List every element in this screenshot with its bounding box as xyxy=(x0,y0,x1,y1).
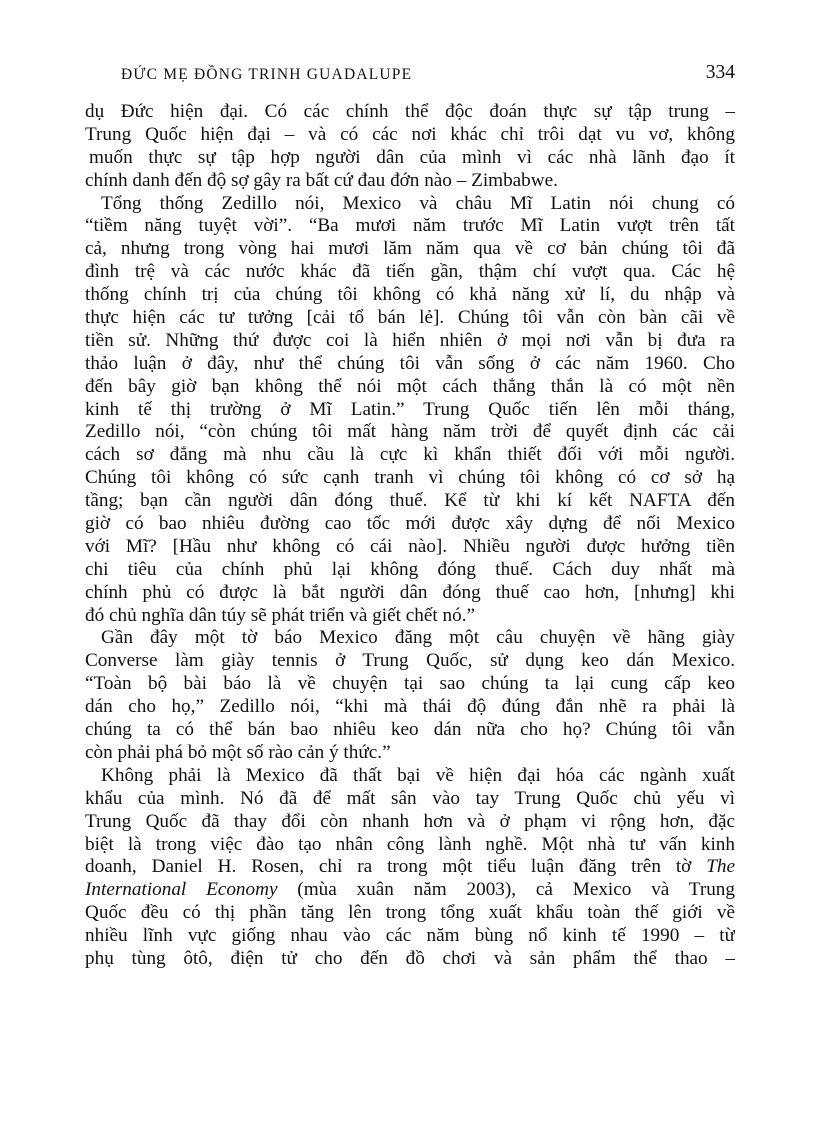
text-line: Converse làm giày tennis ở Trung Quốc, sử dụng keo dán Mexico. xyxy=(85,650,735,672)
text-line: cả, nhưng trong vòng hai mươi lăm năm qua về cơ bản chúng tôi đã xyxy=(85,238,735,260)
text-line: Không phải là Mexico đã thất bại về hiện đại hóa các ngành xuất xyxy=(101,764,735,786)
text-line: dụ Đức hiện đại. Có các chính thể độc đoán thực sự tập trung – xyxy=(85,101,735,122)
text-line: chúng ta có thể bán bao nhiêu keo dán nữa cho họ? Chúng tôi vẫn xyxy=(85,719,735,741)
text-line: “Toàn bộ bài báo là về chuyện tại sao chúng ta lại cung cấp keo xyxy=(85,673,735,695)
text-line: đình trệ và các nước khác đã tiến gần, thậm chí vượt qua. Các hệ xyxy=(85,261,735,283)
text-line: “tiềm năng tuyệt vời”. “Ba mươi năm trước Mĩ Latin vượt trên tất xyxy=(85,215,735,237)
text-line: thực hiện các tư tưởng [cải tổ bán lẻ]. Chúng tôi vẫn còn bàn cãi về xyxy=(85,307,735,329)
text-line: đó chủ nghĩa dân túy sẽ phát triển và giết chết nó.” xyxy=(85,604,476,626)
text-line: Gần đây một tờ báo Mexico đăng một câu chuyện về hãng giày xyxy=(101,627,735,649)
publication-title: The xyxy=(706,856,735,878)
text-line: biệt là trong việc đào tạo nhân công lành nghề. Một nhà tư vấn kinh xyxy=(85,833,735,855)
text-line: với Mĩ? [Hầu như không có cái nào]. Nhiều người được hưởng tiền xyxy=(85,535,735,557)
text-line: đến bây giờ bạn không thể nói một cách thẳng thắn là có một nền xyxy=(85,375,735,397)
text-line: thống chính trị của chúng tôi không có khả năng xử lí, du nhập và xyxy=(85,284,735,306)
text-line: Trung Quốc hiện đại – và có các nơi khác chỉ trôi dạt vu vơ, không xyxy=(85,123,735,145)
text-line: tầng; bạn cần người dân đóng thuế. Kể từ khi kí kết NAFTA đến xyxy=(85,490,735,512)
text-run: (mùa xuân năm 2003), cả Mexico và Trung xyxy=(277,879,735,901)
running-header xyxy=(113,62,735,90)
text-line: muốn thực sự tập hợp người dân của mình vì các nhà lãnh đạo ít xyxy=(89,146,735,168)
text-line: chính phủ có được là bắt người dân đóng thuế cao hơn, [nhưng] khi xyxy=(85,581,735,603)
text-line: chi tiêu của chính phủ lại không đóng thuế. Cách duy nhất mà xyxy=(85,558,735,580)
text-line: thảo luận ở đây, như thể chúng tôi vẫn sống ở các năm 1960. Cho xyxy=(85,352,735,374)
text-line: phụ tùng ôtô, điện tử cho đến đồ chơi và sản phẩm thể thao – xyxy=(85,947,735,969)
text-line: giờ có bao nhiêu đường cao tốc mới được xây dựng để nối Mexico xyxy=(85,513,735,535)
text-line: Tổng thống Zedillo nói, Mexico và châu Mĩ Latin nói chung có xyxy=(101,192,735,214)
publication-title: International Economy xyxy=(85,879,278,901)
text-line: còn phải phá bỏ một số rào cản ý thức.” xyxy=(85,741,391,763)
text-line xyxy=(85,879,735,902)
text-run: doanh, Daniel H. Rosen, chỉ ra trong một tiểu luận đăng trên tờ xyxy=(85,856,692,878)
text-line: kinh tế thị trường ở Mĩ Latin.” Trung Quốc tiến lên mỗi tháng, xyxy=(85,398,735,420)
text-line: Quốc đều có thị phần tăng lên trong tổng xuất khẩu toàn thế giới về xyxy=(85,902,735,924)
text-line: Zedillo nói, “còn chúng tôi mất hàng năm trời để quyết định các cải xyxy=(85,421,735,443)
text-line: Chúng tôi không có sức cạnh tranh vì chúng tôi không có cơ sở hạ xyxy=(85,467,735,489)
page-number: 334 xyxy=(705,62,735,83)
body-text xyxy=(85,101,735,971)
text-line: nhiều lĩnh vực giống nhau vào các năm bùng nổ kinh tế 1990 – từ xyxy=(85,925,735,947)
text-line: khẩu của mình. Nó đã để mất sân vào tay Trung Quốc chủ yếu vì xyxy=(85,787,735,809)
text-line xyxy=(85,856,735,879)
text-line: chính danh đến độ sợ gây ra bất cứ đau đớn nào – Zimbabwe. xyxy=(85,169,558,191)
text-line: cách sơ đẳng mà nhu cầu là cực kì khẩn thiết đối với mỗi người. xyxy=(85,444,735,466)
text-line: tiền sử. Những thứ được coi là hiển nhiên ở mọi nơi vẫn bị đưa ra xyxy=(85,329,735,351)
chapter-title: ĐỨC MẸ ĐỒNG TRINH GUADALUPE xyxy=(121,66,413,83)
text-line: dán cho họ,” Zedillo nói, “khi mà thái độ đúng đắn nhẽ ra phải là xyxy=(85,696,735,718)
text-line: Trung Quốc đã thay đổi còn nhanh hơn và ở phạm vi rộng hơn, đặc xyxy=(85,810,735,832)
